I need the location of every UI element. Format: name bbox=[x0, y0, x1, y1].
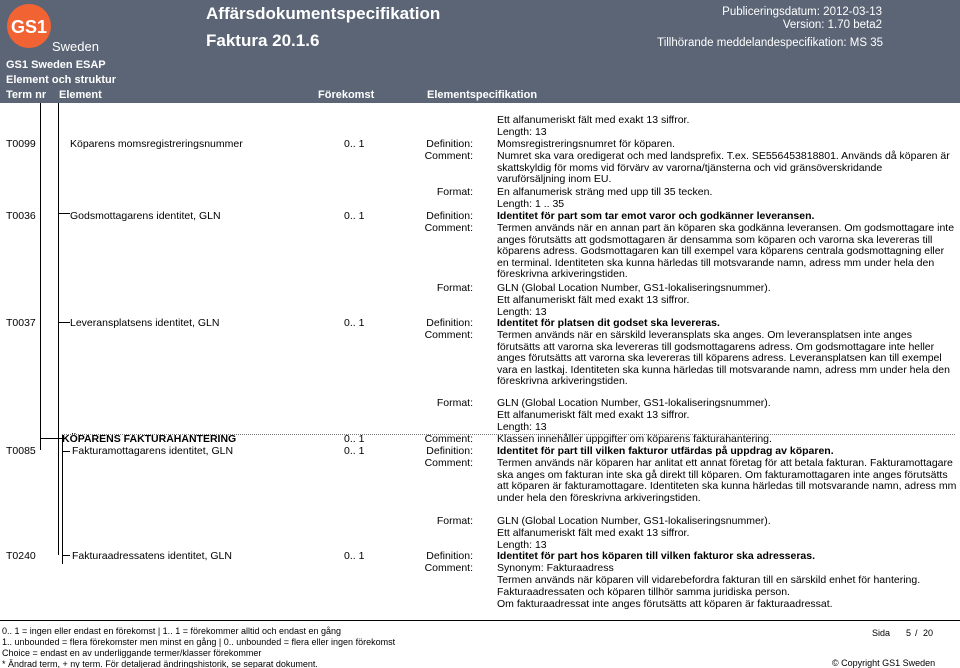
comment-label: Comment: bbox=[424, 562, 473, 574]
format-text: GLN (Global Location Number, GS1-lokaliseringsnummer). bbox=[497, 282, 771, 294]
occurrence: 0.. 1 bbox=[344, 138, 365, 150]
tree-branch bbox=[58, 322, 70, 323]
length-text: Length: 13 bbox=[497, 421, 547, 433]
comment-text: Numret ska vara oredigerat och med landsprefix. T.ex. SE556453818801. Används då köparen är skattskyldig för moms vid förvärv av varorna/tjänsterna och vid gränsöverskridande varuförsäljning inom EU. bbox=[497, 150, 950, 186]
document-subtitle: Faktura 20.1.6 bbox=[206, 31, 320, 50]
comment-label: Comment: bbox=[424, 457, 473, 469]
column-header-occurrence: Förekomst bbox=[318, 89, 375, 101]
publication-date bbox=[722, 6, 882, 18]
format-text: GLN (Global Location Number, GS1-lokaliseringsnummer). bbox=[497, 515, 771, 527]
prev-length: Length: 13 bbox=[497, 126, 547, 138]
gs1-sweden-logo bbox=[6, 2, 106, 52]
pubdate-label: Publiceringsdatum: bbox=[722, 6, 820, 18]
column-header-term: Term nr bbox=[6, 89, 47, 101]
tree-line-group bbox=[62, 434, 63, 564]
definition-text: Identitet för part hos köparen till vilken fakturor ska adresseras. bbox=[497, 550, 816, 562]
version-label: Version: bbox=[782, 19, 825, 31]
prev-format-text: Ett alfanumeriskt fält med exakt 13 siffror. bbox=[497, 114, 690, 126]
comment-label: Comment: bbox=[424, 150, 473, 162]
column-header-spec: Elementspecifikation bbox=[427, 89, 538, 101]
term-number: T0036 bbox=[6, 210, 36, 222]
element-name: Köparens momsregistreringsnummer bbox=[70, 138, 243, 150]
tree-branch bbox=[62, 451, 70, 452]
comment-text: Termen används när en annan part än köparen ska godkänna leveransen. Om godsmottagare inte anges förutsätts att godsmottagaren är densamma som köparen och varorna ska levereras till köparens adress. Godsmottagaren kan till exempel vara köparens centrala godsmottagning eller en terminal. Identiteten ska kunna härledas till motsvarande namn, adress mm under hela den föreskrivna arkiveringstiden. bbox=[497, 222, 955, 281]
term-number: T0037 bbox=[6, 317, 36, 329]
definition-text: Momsregistreringsnumret för köparen. bbox=[497, 138, 675, 150]
definition-text: Identitet för platsen dit godset ska levereras. bbox=[497, 317, 720, 329]
comment-label: Comment: bbox=[424, 222, 473, 234]
footer-legend-4: * Ändrad term, + ny term. För detaljerad ändringshistorik, se separat dokument. bbox=[2, 659, 318, 668]
format-label: Format: bbox=[436, 515, 473, 527]
page-total: 20 bbox=[923, 628, 934, 638]
element-name: Leveransplatsens identitet, GLN bbox=[70, 317, 220, 329]
document-footer bbox=[0, 620, 960, 668]
occurrence: 0.. 1 bbox=[344, 317, 365, 329]
occurrence: 0.. 1 bbox=[344, 445, 365, 457]
comment-text: Termen används när köparen har anlitat ett annat företag för att betala fakturan. Fakturamottagare ska anges om fakturan inte ska gå direkt till köparen. Om fakturamottagaren inte anges förutsätts att köparen är fakturamottagare. Identiteten ska kunna härledas till motsvarande namn, adress mm under hela den föreskrivna arkiveringstiden. bbox=[497, 457, 957, 504]
comment-label: Comment: bbox=[424, 329, 473, 341]
definition-label: Definition: bbox=[426, 210, 473, 222]
term-number: T0240 bbox=[6, 550, 36, 562]
term-number: T0085 bbox=[6, 445, 36, 457]
element-name: Fakturaadressatens identitet, GLN bbox=[72, 550, 232, 562]
organization-label: GS1 Sweden ESAP bbox=[6, 59, 106, 71]
copyright: © Copyright GS1 Sweden bbox=[832, 658, 936, 668]
term-number: T0099 bbox=[6, 138, 36, 150]
version-value: 1.70 beta2 bbox=[827, 19, 882, 31]
definition-text: Identitet för part som tar emot varor och godkänner leveransen. bbox=[497, 210, 815, 222]
section-label: Element och struktur bbox=[6, 74, 117, 86]
format-text: En alfanumerisk sträng med upp till 35 tecken. bbox=[497, 186, 713, 198]
definition-label: Definition: bbox=[426, 550, 473, 562]
element-name: Fakturamottagarens identitet, GLN bbox=[72, 445, 234, 457]
format-label: Format: bbox=[436, 282, 473, 294]
page-separator: / bbox=[915, 628, 918, 638]
format-label: Format: bbox=[436, 186, 473, 198]
comment-text: Termen används när en särskild leveransplats ska anges. Om leveransplatsen inte anges förutsätts att varorna ska levereras till godsmottagarens adress. Om godsmottagare inte heller anges förutsätts att varorna ska levereras till köparens adress. Leveransplatsen kan till exempel vara en lastkaj. Identiteten ska kunna härledas till motsvarande namn, adress mm under hela den föreskrivna arkiveringstiden. bbox=[497, 329, 950, 388]
document-header bbox=[0, 0, 960, 103]
class-name: KÖPARENS FAKTURAHANTERING bbox=[62, 433, 237, 445]
format-text-2: Ett alfanumeriskt fält med exakt 13 siffror. bbox=[497, 409, 690, 421]
format-text-2: Ett alfanumeriskt fält med exakt 13 siffror. bbox=[497, 527, 690, 539]
definition-label: Definition: bbox=[426, 445, 473, 457]
occurrence: 0.. 1 bbox=[344, 550, 365, 562]
definition-text: Identitet för part till vilken fakturor utfärdas på uppdrag av köparen. bbox=[497, 445, 834, 457]
format-label: Format: bbox=[436, 397, 473, 409]
version bbox=[783, 19, 882, 31]
logo-sweden-text: Sweden bbox=[52, 39, 99, 52]
message-specification bbox=[657, 37, 883, 49]
tree-line-outer bbox=[40, 103, 41, 450]
msgspec-label: Tillhörande meddelandespecifikation: bbox=[657, 37, 847, 49]
footer-legend-2: 1.. unbounded = flera förekomster men minst en gång | 0.. unbounded = flera eller ingen förekomst bbox=[2, 637, 396, 647]
comment-text-2: Om fakturaadressat inte anges förutsätts att köparen är fakturaadressat. bbox=[497, 598, 833, 610]
format-text-2: Ett alfanumeriskt fält med exakt 13 siffror. bbox=[497, 294, 690, 306]
pubdate-value: 2012-03-13 bbox=[823, 6, 882, 18]
svg-text:GS1: GS1 bbox=[10, 17, 48, 37]
tree-branch bbox=[58, 213, 70, 214]
document-title: Affärsdokumentspecifikation bbox=[206, 4, 441, 23]
comment-text: Termen används när köparen vill vidarebefordra fakturan till en särskild enhet för hantering. Fakturaadressaten och köparen tillhör samma juridiska person. bbox=[497, 574, 921, 598]
tree-branch bbox=[62, 555, 70, 556]
footer-legend-1: 0.. 1 = ingen eller endast en förekomst | 1.. 1 = förekommer alltid och endast en gång bbox=[2, 626, 342, 636]
definition-label: Definition: bbox=[426, 138, 473, 150]
occurrence: 0.. 1 bbox=[344, 433, 365, 445]
element-name: Godsmottagarens identitet, GLN bbox=[70, 210, 221, 222]
tree-branch bbox=[40, 438, 62, 439]
tree-line-inner bbox=[58, 103, 59, 555]
footer-legend-3: Choice = endast en av underliggande termer/klasser förekommer bbox=[2, 648, 262, 658]
comment-text: Klassen innehåller uppgifter om köparens fakturahantering. bbox=[497, 433, 772, 445]
occurrence: 0.. 1 bbox=[344, 210, 365, 222]
format-text: GLN (Global Location Number, GS1-lokaliseringsnummer). bbox=[497, 397, 771, 409]
page-number: 5 bbox=[906, 628, 912, 638]
page-label: Sida bbox=[872, 628, 891, 638]
length-text: Length: 13 bbox=[497, 539, 547, 551]
column-header-element: Element bbox=[59, 89, 102, 101]
comment-label: Comment: bbox=[424, 433, 473, 445]
length-text: Length: 1 .. 35 bbox=[497, 198, 565, 210]
definition-label: Definition: bbox=[426, 317, 473, 329]
comment-synonym: Synonym: Fakturaadress bbox=[497, 562, 614, 574]
msgspec-value: MS 35 bbox=[849, 37, 883, 49]
length-text: Length: 13 bbox=[497, 306, 547, 318]
specification-table bbox=[0, 103, 960, 620]
